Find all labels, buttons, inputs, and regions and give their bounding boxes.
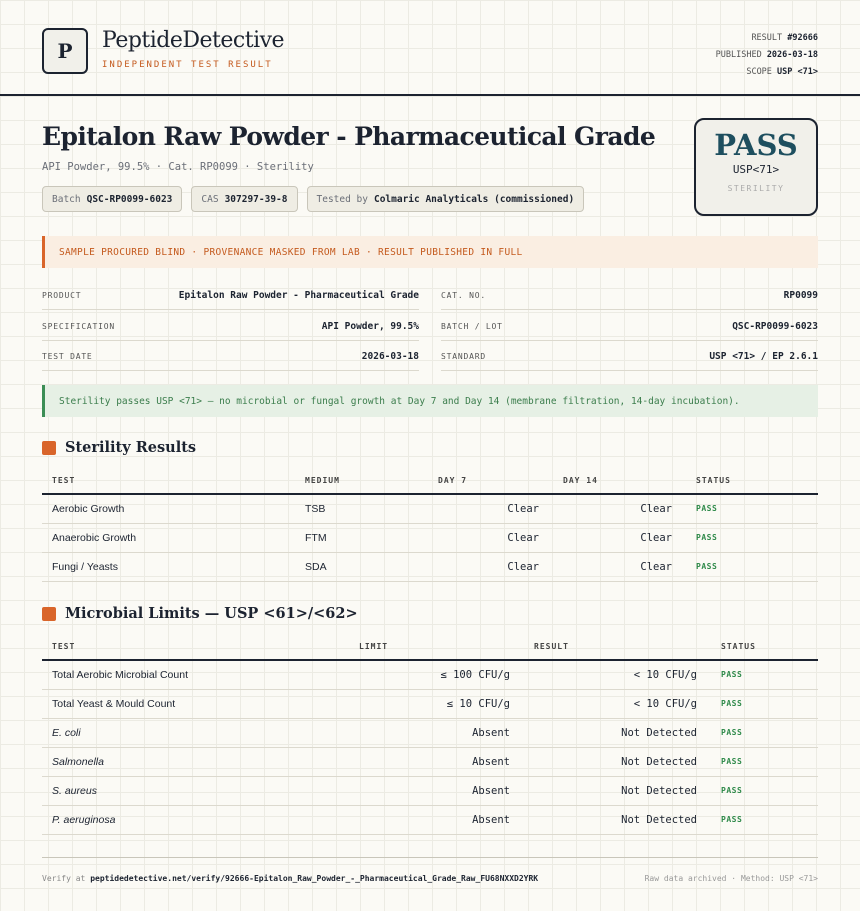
test-name: Aerobic Growth: [42, 494, 295, 523]
verdict-word: PASS: [714, 128, 798, 162]
sterility-summary-note: Sterility passes USP <71> — no microbial or fungal growth at Day 7 and Day 14 (membrane filtration, 14-day incubation).: [42, 385, 818, 417]
status-badge: PASS: [686, 552, 818, 581]
table-row: [42, 552, 818, 581]
microbial-limits-table: [42, 634, 818, 835]
table-row: [42, 494, 818, 523]
info-row: [42, 311, 818, 342]
medium: FTM: [295, 523, 428, 552]
test-name: Fungi / Yeasts: [42, 552, 295, 581]
column-header: DAY 14: [553, 468, 686, 494]
status-badge: PASS: [686, 494, 818, 523]
footer-divider: [42, 857, 818, 858]
column-header: MEDIUM: [295, 468, 428, 494]
status-badge: PASS: [686, 523, 818, 552]
meta-published: PUBLISHED 2026-03-18: [715, 50, 818, 60]
column-header: LIMIT: [349, 634, 524, 660]
column-header: STATUS: [686, 468, 818, 494]
result: Not Detected: [524, 776, 711, 805]
status-badge: PASS: [711, 660, 818, 689]
table-row: [42, 523, 818, 552]
cas-chip: CAS 307297-39-8: [191, 186, 297, 212]
sterility-table: [42, 468, 818, 582]
result: < 10 CFU/g: [524, 660, 711, 689]
verdict-standard: USP<71>: [732, 163, 780, 176]
table-row: [42, 776, 818, 805]
day7-result: Clear: [428, 523, 553, 552]
status-badge: PASS: [711, 689, 818, 718]
status-badge: PASS: [711, 776, 818, 805]
day7-result: Clear: [428, 494, 553, 523]
section-marker-icon: [42, 441, 56, 455]
meta-scope: SCOPE USP <71>: [746, 67, 818, 77]
limit: ≤ 100 CFU/g: [349, 660, 524, 689]
day7-result: Clear: [428, 552, 553, 581]
product-chips: [42, 186, 584, 212]
column-header: TEST: [42, 468, 295, 494]
batch-chip: Batch QSC-RP0099-6023: [42, 186, 182, 212]
table-header-row: [42, 634, 818, 660]
medium: SDA: [295, 552, 428, 581]
section-marker-icon: [42, 607, 56, 621]
limit: Absent: [349, 718, 524, 747]
test-name: E. coli: [42, 718, 349, 747]
column-header: DAY 7: [428, 468, 553, 494]
section-title: Microbial Limits — USP <61>/<62>: [65, 605, 358, 622]
table-row: [42, 747, 818, 776]
day14-result: Clear: [553, 494, 686, 523]
status-badge: PASS: [711, 718, 818, 747]
day14-result: Clear: [553, 523, 686, 552]
verify-link[interactable]: peptidedetective.net/verify/92666-Epitalon_Raw_Powder_-_Pharmaceutical_Grade_Raw_FU68NXXD2YRK: [90, 874, 539, 883]
column-header: TEST: [42, 634, 349, 660]
limit: Absent: [349, 776, 524, 805]
status-badge: PASS: [711, 805, 818, 834]
verdict-category: STERILITY: [727, 184, 785, 193]
sterility-section-header: [42, 439, 196, 456]
report-header: [0, 0, 860, 96]
result: Not Detected: [524, 747, 711, 776]
limit: Absent: [349, 805, 524, 834]
info-standard: STANDARD USP <71> / EP 2.6.1: [441, 341, 818, 371]
product-title: Epitalon Raw Powder - Pharmaceutical Grade: [42, 122, 656, 151]
brand-logo: P: [42, 28, 88, 74]
info-batch-lot: BATCH / LOT QSC-RP0099-6023: [441, 311, 818, 341]
test-name: Total Yeast & Mould Count: [42, 689, 349, 718]
table-row: [42, 805, 818, 834]
table-row: [42, 660, 818, 689]
table-row: [42, 718, 818, 747]
brand-tagline: INDEPENDENT TEST RESULT: [102, 60, 273, 70]
info-row: [42, 280, 818, 311]
info-product: PRODUCT Epitalon Raw Powder - Pharmaceutical Grade: [42, 280, 419, 310]
medium: TSB: [295, 494, 428, 523]
column-header: RESULT: [524, 634, 711, 660]
product-subtitle: API Powder, 99.5% · Cat. RP0099 · Sterility: [42, 161, 314, 173]
limit: Absent: [349, 747, 524, 776]
verdict-badge: [694, 118, 818, 216]
table-row: [42, 689, 818, 718]
table-header-row: [42, 468, 818, 494]
report-meta: [716, 30, 818, 81]
test-name: S. aureus: [42, 776, 349, 805]
test-name: Total Aerobic Microbial Count: [42, 660, 349, 689]
procurement-banner: SAMPLE PROCURED BLIND · PROVENANCE MASKED FROM LAB · RESULT PUBLISHED IN FULL: [42, 236, 818, 268]
info-specification: SPECIFICATION API Powder, 99.5%: [42, 311, 419, 341]
tested-by-chip: Tested by Colmaric Analyticals (commissioned): [307, 186, 585, 212]
verify-note: Verify at peptidedetective.net/verify/92666-Epitalon_Raw_Powder_-_Pharmaceutical_Grade_Raw_FU68NXXD2YRK: [42, 874, 539, 883]
info-cat-no: CAT. NO. RP0099: [441, 280, 818, 310]
result: Not Detected: [524, 718, 711, 747]
limit: ≤ 10 CFU/g: [349, 689, 524, 718]
test-name: Salmonella: [42, 747, 349, 776]
result: Not Detected: [524, 805, 711, 834]
section-title: Sterility Results: [65, 439, 197, 456]
result: < 10 CFU/g: [524, 689, 711, 718]
test-name: P. aeruginosa: [42, 805, 349, 834]
brand-name: PeptideDetective: [102, 28, 285, 53]
day14-result: Clear: [553, 552, 686, 581]
microbial-section-header: [42, 605, 358, 622]
status-badge: PASS: [711, 747, 818, 776]
test-name: Anaerobic Growth: [42, 523, 295, 552]
info-row: [42, 341, 818, 372]
meta-result: RESULT #92666: [751, 33, 818, 43]
info-test-date: TEST DATE 2026-03-18: [42, 341, 419, 371]
footer-method: Raw data archived · Method: USP <71>: [644, 874, 818, 883]
column-header: STATUS: [711, 634, 818, 660]
